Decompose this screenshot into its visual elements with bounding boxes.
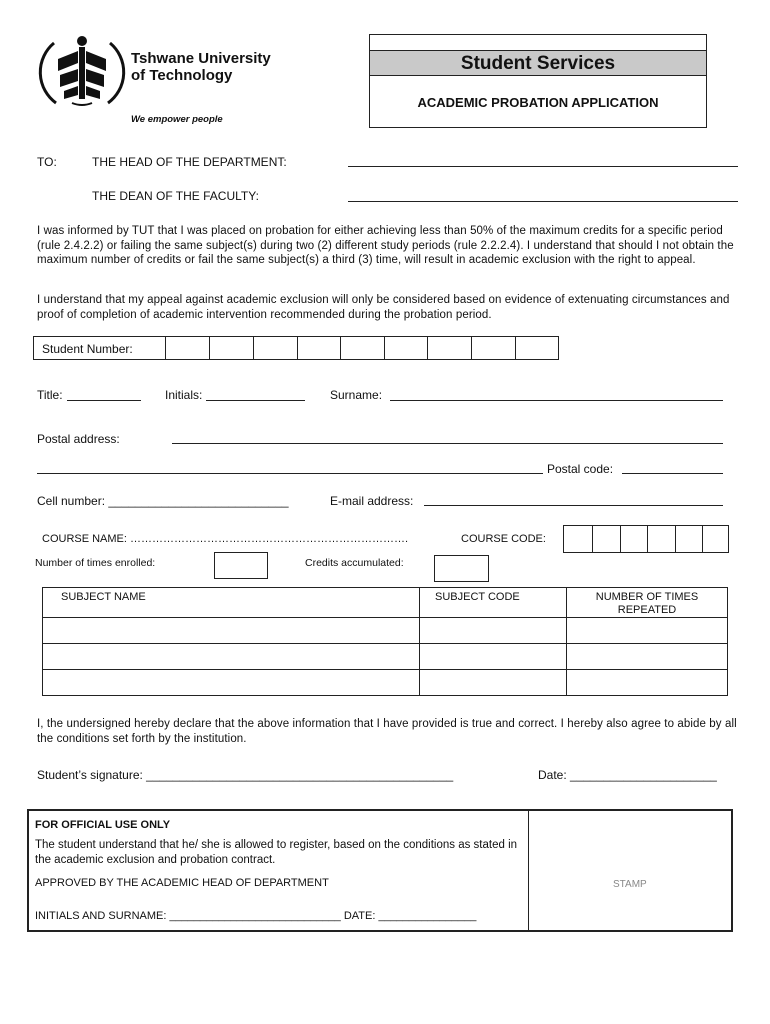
postal-address-line-1[interactable] xyxy=(172,443,723,444)
digit-box[interactable] xyxy=(209,337,253,359)
digit-box[interactable] xyxy=(297,337,340,359)
digit-box[interactable] xyxy=(340,337,384,359)
subject-code-cell[interactable] xyxy=(420,644,567,670)
to-label: TO: xyxy=(37,155,57,169)
dean-label: THE DEAN OF THE FACULTY: xyxy=(92,189,259,203)
course-code-label: COURSE CODE: xyxy=(461,533,546,545)
declaration-text: I, the undersigned hereby declare that the above information that I have provided is true and correct. I hereby also agree to abide by all the conditions set forth by the institution. xyxy=(37,718,737,745)
subject-code-cell[interactable] xyxy=(420,618,567,644)
university-logo xyxy=(34,33,130,113)
student-signature-field[interactable]: Student’s signature: ______________________________________________ xyxy=(37,768,454,782)
surname-label: Surname: xyxy=(330,388,383,402)
table-row xyxy=(43,618,728,644)
subject-code-cell[interactable] xyxy=(420,670,567,696)
head-label: THE HEAD OF THE DEPARTMENT: xyxy=(92,155,287,169)
title-line[interactable] xyxy=(67,400,141,401)
subject-name-cell[interactable] xyxy=(43,644,420,670)
postal-code-label: Postal code: xyxy=(547,462,614,476)
table-row xyxy=(43,670,728,696)
subject-code-header: SUBJECT CODE xyxy=(420,588,567,618)
postal-address-label: Postal address: xyxy=(37,432,120,446)
university-name: Tshwane University of Technology xyxy=(131,50,271,84)
declaration-date-field[interactable]: Date: ______________________ xyxy=(538,768,717,782)
subject-name-cell[interactable] xyxy=(43,618,420,644)
digit-box[interactable] xyxy=(384,337,427,359)
digit-box[interactable] xyxy=(427,337,471,359)
initials-line[interactable] xyxy=(206,400,305,401)
official-initials-date[interactable]: INITIALS AND SURNAME: ____________________________ DATE: ________________ xyxy=(35,910,477,922)
head-line[interactable] xyxy=(348,166,738,167)
student-number-digits xyxy=(165,337,558,359)
probation-paragraph: I was informed by TUT that I was placed on probation for either achieving less than 50% of the maximum credits for a specific period (rule 2.4.2.2) or failing the same subject(s) during two (2) different study periods (rule 2.2.2.4). I understand that should I not obtain the maximum number of credits or fail the same subject(s) a third (3) time, will result in academic exclusion with the right to appeal. xyxy=(37,225,734,267)
code-box[interactable] xyxy=(702,526,728,552)
official-use-box xyxy=(27,809,733,932)
postal-address-line-2[interactable] xyxy=(37,473,543,474)
email-label: E-mail address: xyxy=(330,494,414,508)
dean-line[interactable] xyxy=(348,201,738,202)
initials-label: Initials: xyxy=(165,388,203,402)
approved-label: APPROVED BY THE ACADEMIC HEAD OF DEPARTMENT xyxy=(35,877,329,889)
code-box[interactable] xyxy=(592,526,620,552)
surname-line[interactable] xyxy=(390,400,723,401)
official-divider xyxy=(528,811,529,930)
subject-name-header: SUBJECT NAME xyxy=(43,588,420,618)
code-box[interactable] xyxy=(564,526,592,552)
digit-box[interactable] xyxy=(515,337,558,359)
cell-number-field[interactable]: Cell number: ___________________________ xyxy=(37,494,289,508)
digit-box[interactable] xyxy=(165,337,209,359)
times-repeated-cell[interactable] xyxy=(567,644,728,670)
appeal-paragraph: I understand that my appeal against academic exclusion will only be considered based on evidence of extenuating circumstances and proof of completion of academic intervention recommended during the probation period. xyxy=(37,294,730,321)
code-box[interactable] xyxy=(620,526,647,552)
official-heading: FOR OFFICIAL USE ONLY xyxy=(35,819,171,831)
times-repeated-header: NUMBER OF TIMES REPEATED xyxy=(567,588,728,618)
subject-name-cell[interactable] xyxy=(43,670,420,696)
postal-code-line[interactable] xyxy=(622,473,723,474)
official-text: The student understand that he/ she is allowed to register, based on the conditions as stated in the academic exclusion and probation contract. xyxy=(35,839,518,866)
student-number-label: Student Number: xyxy=(42,342,133,356)
code-box[interactable] xyxy=(647,526,675,552)
digit-box[interactable] xyxy=(253,337,297,359)
header-box xyxy=(369,34,707,128)
email-line[interactable] xyxy=(424,505,723,506)
code-box[interactable] xyxy=(675,526,702,552)
times-enrolled-label: Number of times enrolled: xyxy=(35,557,156,569)
times-repeated-cell[interactable] xyxy=(567,670,728,696)
table-row xyxy=(43,644,728,670)
tagline: We empower people xyxy=(131,114,223,125)
times-repeated-cell[interactable] xyxy=(567,618,728,644)
times-enrolled-box[interactable] xyxy=(214,552,268,579)
subjects-table xyxy=(42,587,728,696)
department-banner: Student Services xyxy=(370,50,706,76)
course-name-field[interactable]: COURSE NAME: …………………………………………………………………. xyxy=(42,533,409,545)
title-label: Title: xyxy=(37,388,63,402)
credits-accumulated-label: Credits accumulated: xyxy=(305,557,404,569)
course-code-boxes xyxy=(563,525,729,553)
table-header-row xyxy=(43,588,728,618)
student-number-box xyxy=(33,336,559,360)
digit-box[interactable] xyxy=(471,337,515,359)
credits-accumulated-box[interactable] xyxy=(434,555,489,582)
form-title: ACADEMIC PROBATION APPLICATION xyxy=(417,95,659,110)
stamp-label: STAMP xyxy=(613,879,647,890)
